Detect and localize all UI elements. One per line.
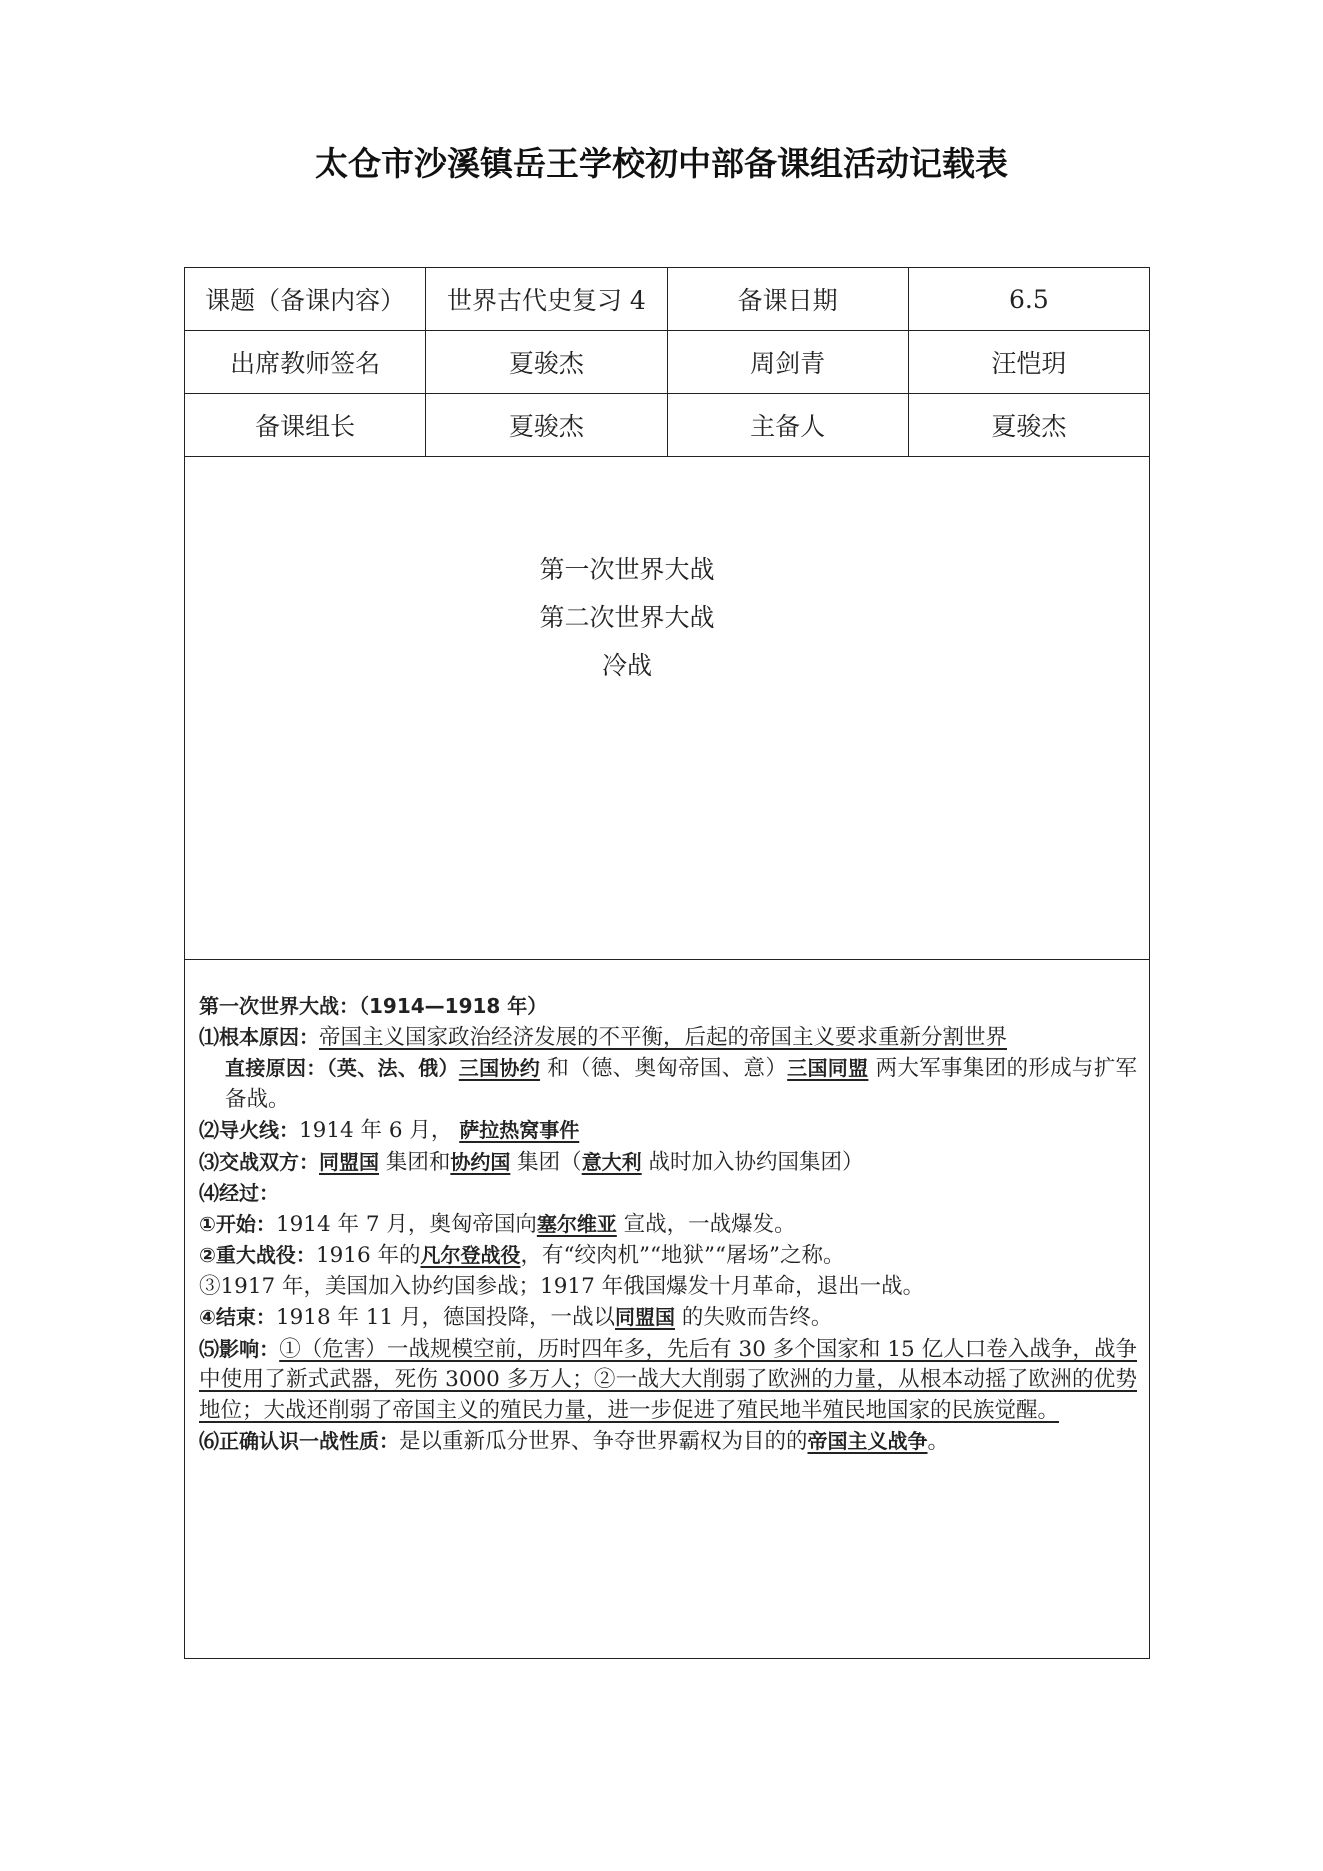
course-1917: ③1917 年，美国加入协约国参战；1917 年俄国爆发十月革命，退出一战。 <box>199 1273 925 1299</box>
value-topic: 世界古代史复习 4 <box>426 268 667 330</box>
value-group-leader: 夏骏杰 <box>426 394 667 456</box>
page-title: 太仓市沙溪镇岳王学校初中部备课组活动记载表 <box>315 144 1008 183</box>
value-main-preparer: 夏骏杰 <box>991 412 1067 441</box>
header-row-teachers <box>185 331 1149 394</box>
label-teacher-signatures: 出席教师签名 <box>185 331 426 393</box>
lesson-notes <box>199 991 1137 1458</box>
label-main-preparer: 主备人 <box>668 394 909 456</box>
header-row-topic <box>185 268 1149 331</box>
topic-item: 第二次世界大战 <box>539 603 715 632</box>
teacher-name-3: 汪恺玥 <box>991 349 1067 378</box>
topic-list <box>485 546 769 690</box>
course-battle: ②重大战役：1916 年的凡尔登战役，有“绞肉机”“地狱”“屠场”之称。 <box>199 1243 845 1268</box>
war-nature: ⑹正确认识一战性质：是以重新瓜分世界、争夺世界霸权为目的的帝国主义战争。 <box>199 1429 950 1454</box>
course-end: ④结束：1918 年 11 月，德国投降，一战以同盟国 的失败而告终。 <box>199 1305 833 1330</box>
label-topic: 课题（备课内容） <box>185 268 426 330</box>
belligerents: ⑶交战双方：同盟国 集团和协约国 集团（意大利 战时加入协约国集团） <box>199 1149 864 1175</box>
value-date: 6.5 <box>1008 284 1049 314</box>
label-date: 备课日期 <box>668 268 909 330</box>
fuse: ⑵导火线：1914 年 6 月， 萨拉热窝事件 <box>199 1118 580 1143</box>
label-group-leader: 备课组长 <box>185 394 426 456</box>
course-heading: ⑷经过： <box>199 1181 279 1205</box>
teacher-name-1: 夏骏杰 <box>426 331 667 393</box>
direct-cause: 直接原因：（英、法、俄）三国协约 和（德、奥匈帝国、意）三国同盟 两大军事集团的形成与扩军备战。 <box>225 1056 1138 1112</box>
notes-heading: 第一次世界大战：（1914—1918 年） <box>199 994 548 1018</box>
topic-item: 第一次世界大战 <box>539 555 715 584</box>
course-start: ①开始：1914 年 7 月，奥匈帝国向塞尔维亚 宣战，一战爆发。 <box>199 1211 796 1237</box>
topic-item: 冷战 <box>601 651 652 680</box>
topics-section <box>185 457 1149 960</box>
impact: ⑸影响：①（危害）一战规模空前，历时四年多，先后有 30 多个国家和 15 亿人口卷入战争，战争中使用了新式武器，死伤 3000 多万人；②一战大大削弱了欧洲的力量，从根本动摇了欧洲的优势地位；大战还削弱了帝国主义的殖民力量，进一步促进了殖民地半殖民地国家的民族觉醒。 <box>199 1336 1138 1423</box>
teacher-name-2: 周剑青 <box>668 331 909 393</box>
record-table <box>184 267 1150 1659</box>
header-row-leaders <box>185 394 1149 457</box>
root-cause: ⑴根本原因：帝国主义国家政治经济发展的不平衡，后起的帝国主义要求重新分割世界 <box>199 1024 1008 1050</box>
